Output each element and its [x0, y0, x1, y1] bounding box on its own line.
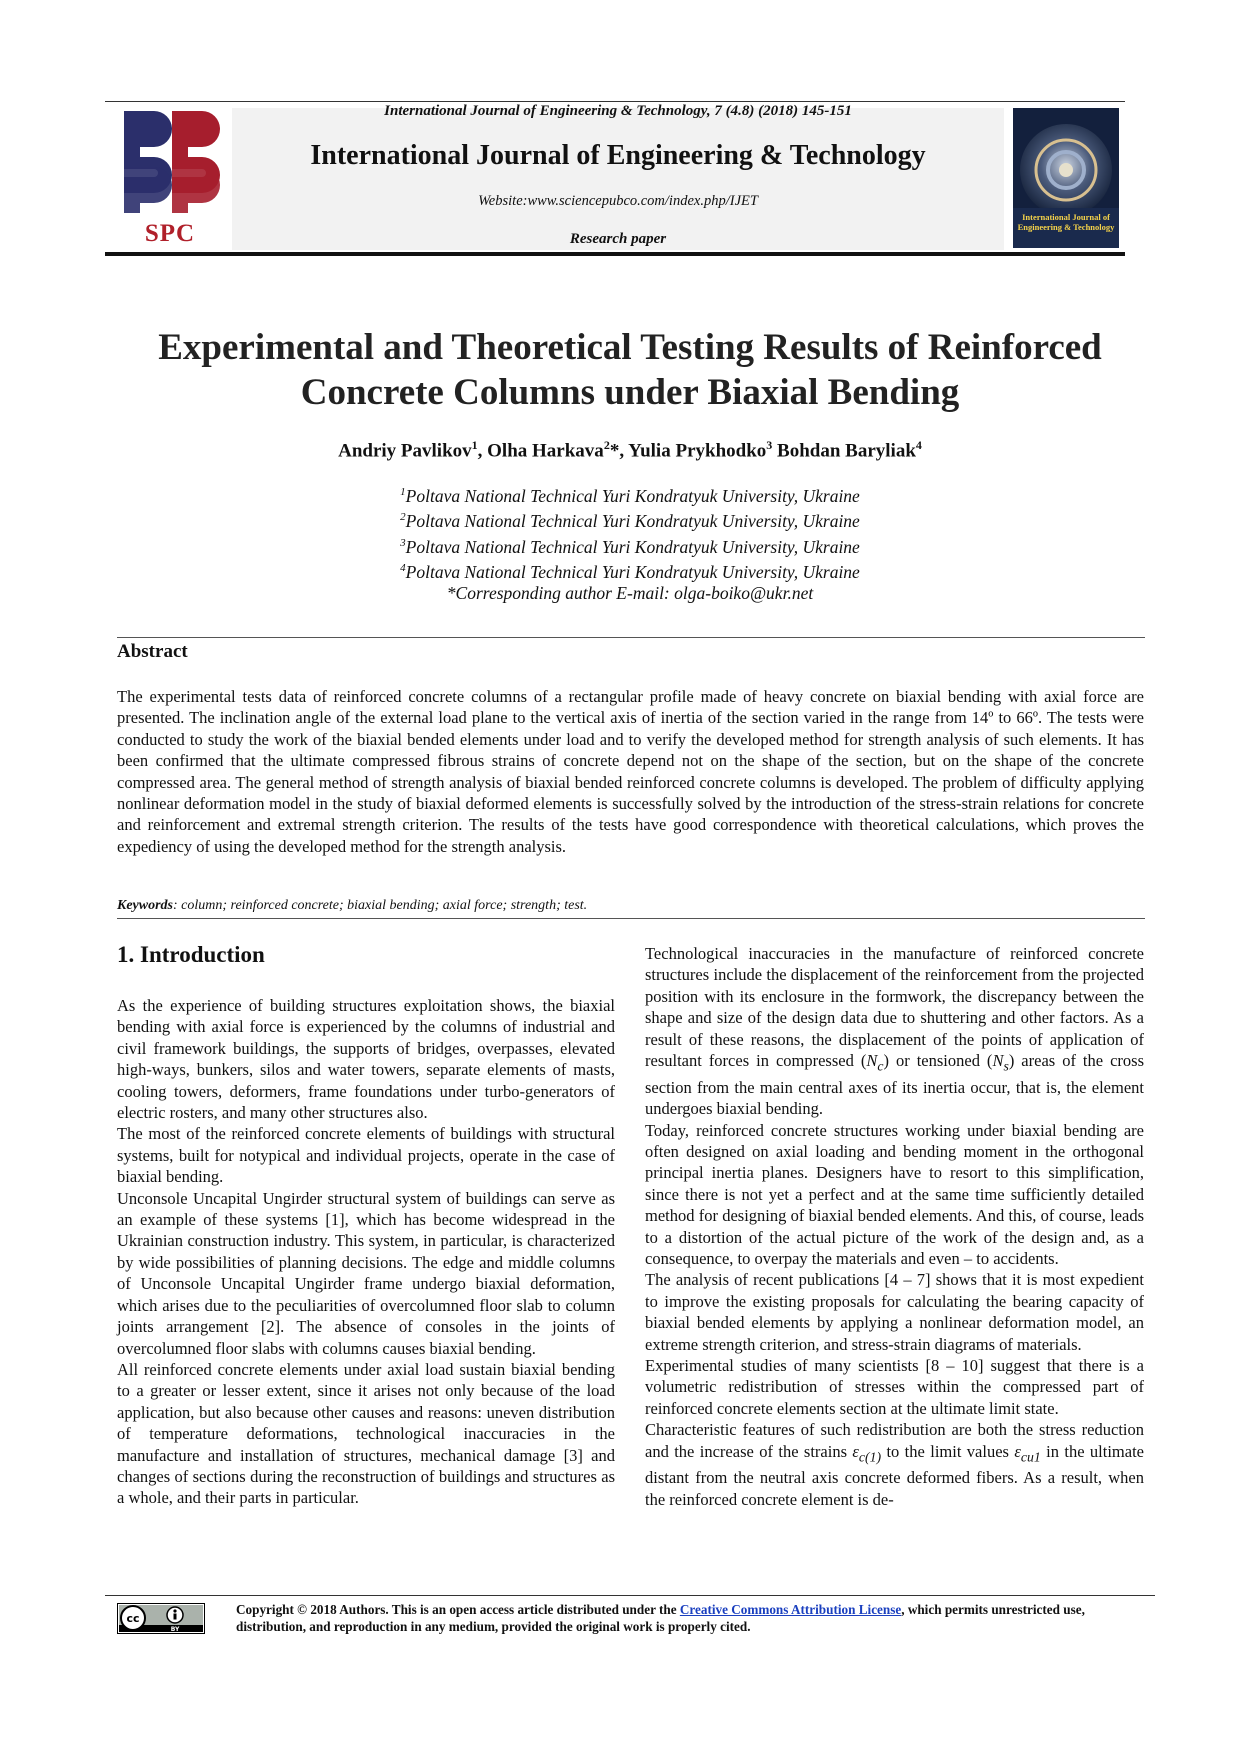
- keywords: [117, 898, 1144, 914]
- cover-title: International Journal of Engineering & Technology: [1017, 212, 1115, 232]
- paper-title-line-1: Experimental and Theoretical Testing Results of Reinforced: [158, 327, 1102, 368]
- paragraph: The analysis of recent publications [4 – 7] shows that it is most expedient to improve the existing proposals for calculating the bearing capacity of biaxial bended elements by applying a nonlinear deformation model, an extreme strength criterion, and stress-strain diagrams of materials.: [645, 1270, 1144, 1354]
- paragraph: All reinforced concrete elements under axial load sustain biaxial bending to a greater or lesser extent, since it arises not only because of the load application, but also because other causes and reasons: uneven distribution of temperature deformations, technological inaccuracies in the manufacture and installation of structures, mechanical damage [3] and changes of sections during the reconstruction of buildings and structures as a whole, and their parts in particular.: [117, 1359, 615, 1508]
- text-run: ) areas of the cross section from the main central axes of its inertia occur, that is, the element undergoes biaxial bending.: [645, 1051, 1144, 1119]
- logo-text: SPC: [144, 220, 196, 247]
- header-banner: [232, 108, 1004, 250]
- symbol: ε: [852, 1441, 859, 1461]
- keywords-bottom-rule: [117, 918, 1145, 919]
- author-sep: ,: [619, 440, 629, 462]
- author-name: Yulia Prykhodko: [628, 440, 767, 462]
- symbol-ns: [992, 1051, 1009, 1074]
- affiliation-line: [60, 482, 1200, 507]
- journal-website: Website:www.sciencepubco.com/index.php/IJET: [478, 193, 758, 209]
- author-affil-sup: 3: [766, 438, 773, 452]
- symbol-eps-cu1: [1014, 1441, 1041, 1464]
- affiliation-line: [60, 507, 1200, 532]
- text-run: ) or tensioned (: [883, 1051, 993, 1071]
- paragraph: [645, 943, 1144, 1120]
- corresponding-mark: *: [609, 440, 620, 462]
- author-affil-sup: 4: [915, 438, 922, 452]
- symbol: N: [992, 1051, 1004, 1071]
- paragraph: [645, 1419, 1144, 1510]
- paragraph: Today, reinforced concrete structures working under biaxial bending are often designed on axial loading and bending moment in the orthogonal principal inertia planes. Designers have to resort to this simplification, since there is not yet a perfect and at the same time sufficiently detailed method for designing of biaxial bended elements. And this, of course, leads to a distortion of the actual picture of the work of the design and, as a consequence, to overpay the materials and even – to accidents.: [645, 1120, 1144, 1268]
- journal-title: International Journal of Engineering & Technology: [310, 140, 926, 171]
- header-top-rule: [105, 101, 1125, 102]
- affiliation-text: Poltava National Technical Yuri Kondratyuk University, Ukraine: [405, 485, 860, 506]
- author-name: Olha Harkava: [487, 440, 604, 462]
- corresponding-author: *Corresponding author E-mail: olga-boiko@ukr.net: [446, 583, 814, 604]
- author-name: Andriy Pavlikov: [338, 440, 472, 462]
- paper-title-line-2: Concrete Columns under Biaxial Bending: [300, 372, 960, 413]
- author-list: [60, 438, 1200, 462]
- copyright-text: , which permits unrestricted use, distribution, and reproduction in any medium, provided the original work is properly cited.: [236, 1602, 1085, 1634]
- journal-citation: International Journal of Engineering & Technology, 7 (4.8) (2018) 145-151: [384, 103, 852, 119]
- left-column: [117, 995, 615, 1509]
- author-name: Bohdan Baryliak: [777, 440, 916, 462]
- paragraph: The most of the reinforced concrete elements of buildings with structural systems, built for notypical and individual projects, operate in the case of biaxial bending.: [117, 1124, 615, 1187]
- symbol-eps-c1: [852, 1441, 882, 1464]
- header-bottom-rule: [105, 252, 1125, 256]
- footer-rule: [105, 1595, 1155, 1596]
- copyright-text: Copyright © 2018 Authors. This is an open access article distributed under the: [236, 1602, 680, 1617]
- text-run: Technological inaccuracies in the manufacture of reinforced concrete structures include the displacement of the reinforcement from the projected position with its enclosure in the formwork, the discrepancy between the shape and size of the design data due to shuttering and other factors. As a result of these reasons, the displacement of the points of application of resultant forces in compressed (: [645, 944, 1144, 1071]
- symbol: ε: [1014, 1441, 1021, 1461]
- abstract-heading: Abstract: [117, 641, 188, 662]
- subscript: c: [877, 1058, 884, 1074]
- symbol-nc: [866, 1051, 884, 1074]
- symbol: N: [866, 1051, 878, 1071]
- author-affil-sup: 1: [471, 438, 478, 452]
- cc-by-license-icon: [117, 1603, 205, 1634]
- author-sep: ,: [477, 440, 488, 462]
- affiliation-sup: 4: [400, 561, 406, 574]
- affiliation-sup: 1: [400, 486, 406, 498]
- affiliation-text: Poltava National Technical Yuri Kondratyuk University, Ukraine: [405, 561, 860, 582]
- author-affil-sup: 2: [603, 438, 610, 452]
- paragraph: Experimental studies of many scientists [8 – 10] suggest that there is a volumetric redistribution of stresses within the compressed part of reinforced concrete elements section at the ultimate limit state.: [645, 1356, 1144, 1418]
- paper-type: Research paper: [569, 231, 667, 247]
- keywords-text: : column; reinforced concrete; biaxial bending; axial force; strength; test.: [173, 898, 588, 913]
- right-column: [645, 943, 1144, 1510]
- paper-title: [60, 325, 1200, 415]
- paragraph: As the experience of building structures exploitation shows, the biaxial bending with axial force is experienced by the columns of industrial and civil framework buildings, the supports of bridges, overpasses, elevated high-ways, bunkers, silos and water towers, separate elements of masts, cooling towers, deformers, frame foundations under turbo-generators of electric rosters, and many other structures also.: [117, 996, 615, 1123]
- affiliation-line: [60, 533, 1200, 558]
- license-link[interactable]: Creative Commons Attribution License: [679, 1602, 902, 1617]
- by-label: BY: [170, 1626, 180, 1633]
- affiliation-sup: 2: [400, 511, 406, 524]
- keywords-label: Keywords: [117, 898, 173, 913]
- text-run: in the ultimate distant from the neutral axis concrete deformed fibers. As a result, when the reinforced concrete element is de-: [645, 1441, 1144, 1509]
- subscript: c(1): [858, 1448, 882, 1464]
- text-run: Characteristic features of such redistribution are both the stress reduction and the increase of the strains: [645, 1420, 1144, 1461]
- text-run: to the limit values: [881, 1441, 1015, 1461]
- affiliation-line: [60, 558, 1200, 583]
- abstract-top-rule: [117, 637, 1145, 638]
- subscript: cu1: [1020, 1448, 1041, 1464]
- cc-label: cc: [126, 1612, 140, 1625]
- affiliation-text: Poltava National Technical Yuri Kondratyuk University, Ukraine: [405, 511, 860, 532]
- copyright-notice: [236, 1601, 1146, 1635]
- affiliation-text: Poltava National Technical Yuri Kondratyuk University, Ukraine: [405, 536, 860, 557]
- abstract-text: The experimental tests data of reinforced concrete columns of a rectangular profile made of heavy concrete on biaxial bending with axial force are presented. The inclination angle of the external load plane to the vertical axis of inertia of the section varied in the range from 14º to 66º. The tests were conducted to study the work of the biaxial bended elements under load and to verify the developed method for strength analysis of such elements. It has been confirmed that the ultimate compressed fibrous strains of concrete depend not on the shape of the section, but on the shape of the concrete compressed area. The general method of strength analysis of biaxial bended reinforced concrete columns is developed. The problem of difficulty applying nonlinear deformation model in the study of biaxial deformed elements is successfully solved by the introduction of the stress-strain relations for concrete and reinforcement and extremal strength criterion. The results of the tests have good correspondence with theoretical calculations, which proves the expediency of using the developed method for the strength analysis.: [117, 687, 1144, 856]
- section-heading-introduction: 1. Introduction: [117, 942, 265, 967]
- affiliation-list: [60, 482, 1200, 605]
- paragraph: Unconsole Uncapital Ungirder structural system of buildings can serve as an example of these systems [1], which has become widespread in the Ukrainian construction industry. This system, in particular, is characterized by wide possibilities of planning decisions. The edge and middle columns of Unconsole Uncapital Ungirder frame undergo biaxial deformation, which arises due to the peculiarities of overcolumned floor slab to column joints arrangement [2]. The absence of consoles in the joints of overcolumned floor slabs with columns causes biaxial bending.: [117, 1188, 615, 1358]
- subscript: s: [1003, 1058, 1009, 1074]
- affiliation-sup: 3: [400, 536, 406, 549]
